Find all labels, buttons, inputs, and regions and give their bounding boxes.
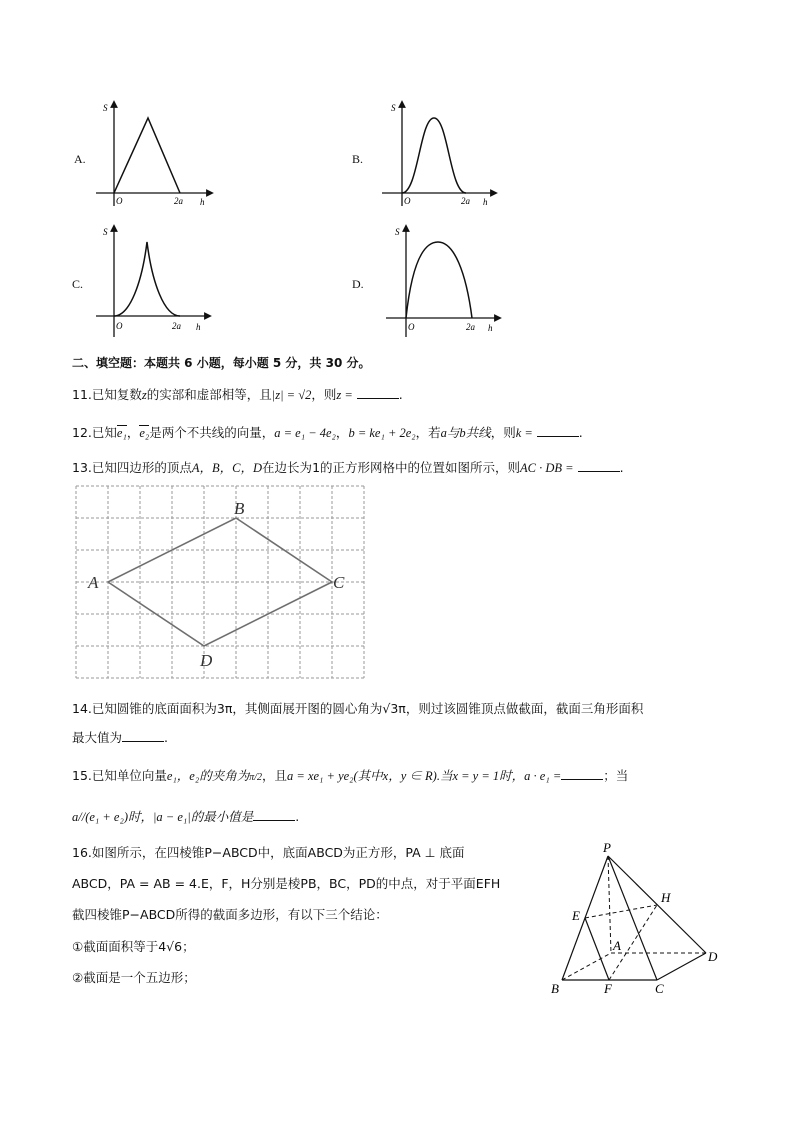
q11-text3: ，则	[311, 387, 337, 402]
q16-c1: ①截面面积等于4√6；	[72, 939, 195, 954]
dashed-edges	[562, 856, 706, 980]
q11-num: 11.	[72, 387, 92, 402]
label-b: B	[551, 981, 559, 996]
grid-lines	[76, 486, 364, 678]
option-a-label: A.	[74, 152, 86, 166]
label-a: A	[613, 938, 621, 953]
q15-eq: a = xe₁ + ye₂(其中x，y ∈ R).当x = y = 1时，	[287, 769, 525, 783]
option-c-label: C.	[72, 277, 84, 291]
y-label: S	[395, 227, 400, 237]
q13-text3: 的正方形网格中的位置如图所示，则	[320, 460, 521, 475]
graph-c	[92, 222, 222, 340]
q11-text2: 的实部和虚部相等，且	[146, 387, 272, 402]
q14-line2: 最大值为	[72, 730, 123, 745]
q15-answer-blank-1[interactable]	[561, 769, 603, 780]
origin-label: O	[404, 196, 411, 206]
y-label: S	[391, 103, 396, 113]
label-d: D	[708, 949, 718, 964]
q11-end: .	[398, 387, 403, 402]
xmark-label: 2a	[172, 321, 181, 331]
label-e: E	[572, 908, 580, 923]
q12-text2: 是两个不共线的向量，	[149, 425, 275, 440]
q12-end: .	[578, 425, 583, 440]
q15-num: 15.	[72, 768, 92, 783]
q15-text1: 已知单位向量	[91, 768, 167, 783]
pyramid-figure	[545, 840, 735, 1005]
y-label: S	[103, 227, 108, 237]
q12-ab: a与b共线	[440, 426, 491, 440]
question-15-line2	[72, 807, 299, 825]
q12-b-eq: b = ke₁ + 2e₂	[348, 426, 416, 440]
q11-text1: 已知复数	[91, 387, 142, 402]
q13-end: .	[619, 460, 624, 475]
xmark-label: 2a	[461, 196, 470, 206]
question-16-conclusion-1	[72, 937, 195, 955]
q12-text4: ，则	[490, 425, 516, 440]
q13-expr: AC · DB =	[520, 461, 574, 475]
q16-c2: ②截面是一个五边形；	[72, 970, 196, 985]
section-title: 二、填空题：本题共 6 小题，每小题 5 分，共 30 分。	[72, 356, 371, 370]
q11-zeq: z =	[336, 388, 353, 402]
xmark-label: 2a	[174, 196, 183, 206]
q13-answer-blank[interactable]	[578, 461, 620, 472]
label-c: C	[333, 573, 345, 592]
origin-label: O	[116, 321, 123, 331]
question-14-line1	[72, 699, 643, 717]
label-f: F	[604, 981, 612, 996]
label-b: B	[234, 499, 245, 518]
q14-answer-blank[interactable]	[122, 731, 164, 742]
q11-answer-blank[interactable]	[357, 388, 399, 399]
x-label: h	[483, 197, 488, 207]
x-label: h	[488, 323, 493, 333]
q11-z: z	[141, 388, 147, 402]
option-b-label: B.	[352, 152, 364, 166]
question-15-line1	[72, 766, 628, 784]
q12-answer-blank[interactable]	[537, 426, 579, 437]
question-12	[72, 423, 583, 441]
q12-num: 12.	[72, 425, 92, 440]
q16-num: 16.	[72, 845, 92, 860]
q15-text3: ，且	[262, 768, 288, 783]
q13-text2: 在边长为	[262, 460, 313, 475]
curve	[114, 242, 180, 316]
x-label: h	[196, 322, 201, 332]
q15-line2: a//(e₁ + e₂)时，|a − e₁|的最小值是	[72, 810, 254, 824]
question-16-line3	[72, 905, 388, 923]
q13-text1: 已知四边形的顶点	[91, 460, 192, 475]
q13-num: 13.	[72, 460, 92, 475]
q12-e1: e₁	[116, 426, 127, 440]
question-16-line2	[72, 874, 500, 892]
curve	[402, 118, 466, 193]
curve	[114, 118, 180, 193]
q14-num: 14.	[72, 701, 92, 716]
curve	[406, 242, 472, 318]
q12-text1: 已知	[91, 425, 117, 440]
graph-a	[90, 98, 220, 210]
solid-edges	[562, 856, 706, 980]
q14-end: .	[164, 730, 168, 745]
label-d: D	[200, 651, 213, 670]
option-d-label: D.	[352, 277, 364, 291]
q16-line3: 截四棱锥P−ABCD所得的截面多边形，有以下三个结论：	[72, 907, 388, 922]
origin-label: O	[408, 322, 415, 332]
q15-text4: ；当	[603, 768, 629, 783]
label-a: A	[88, 573, 99, 592]
q12-sep2: ，	[335, 425, 349, 440]
y-label: S	[103, 103, 108, 113]
q12-k: k =	[515, 426, 533, 440]
q12-e2: e₂	[139, 426, 150, 440]
label-c: C	[655, 981, 664, 996]
question-16-line1	[72, 843, 465, 861]
q16-line1: 如图所示，在四棱锥P−ABCD中，底面ABCD为正方形，PA ⊥ 底面	[91, 845, 465, 860]
question-11	[72, 385, 403, 403]
graph-b	[378, 98, 508, 210]
question-16-conclusion-2	[72, 968, 196, 986]
q11-abs: |z| = √2	[271, 388, 312, 402]
q15-end: .	[295, 809, 300, 824]
q15-dot: a · e₁ =	[524, 769, 562, 783]
q15-vectors: e₁，e₂的夹角为	[166, 769, 250, 783]
q15-angle: π/2	[249, 772, 262, 783]
xmark-label: 2a	[466, 322, 475, 332]
q12-text3: ，若	[415, 425, 441, 440]
q16-line2: ABCD，PA = AB = 4.E，F，H分别是棱PB，BC，PD的中点，对于平面EFH	[72, 876, 501, 891]
q12-a-eq: a = e₁ − 4e₂	[274, 426, 336, 440]
x-label: h	[200, 197, 205, 207]
q14-line1: 已知圆锥的底面面积为3π，其侧面展开图的圆心角为√3π，则过该圆锥顶点做截面，截面三角形面积	[91, 701, 644, 716]
question-14-line2	[72, 728, 168, 746]
q13-one: 1	[312, 460, 321, 475]
q12-sep: ，	[126, 425, 140, 440]
question-13	[72, 458, 624, 476]
q13-points: A，B，C，D	[191, 461, 263, 475]
q15-answer-blank-2[interactable]	[253, 810, 295, 821]
label-p: P	[603, 840, 611, 855]
label-h: H	[661, 890, 671, 905]
origin-label: O	[116, 196, 123, 206]
grid-figure	[72, 480, 368, 680]
graph-d	[382, 222, 512, 340]
